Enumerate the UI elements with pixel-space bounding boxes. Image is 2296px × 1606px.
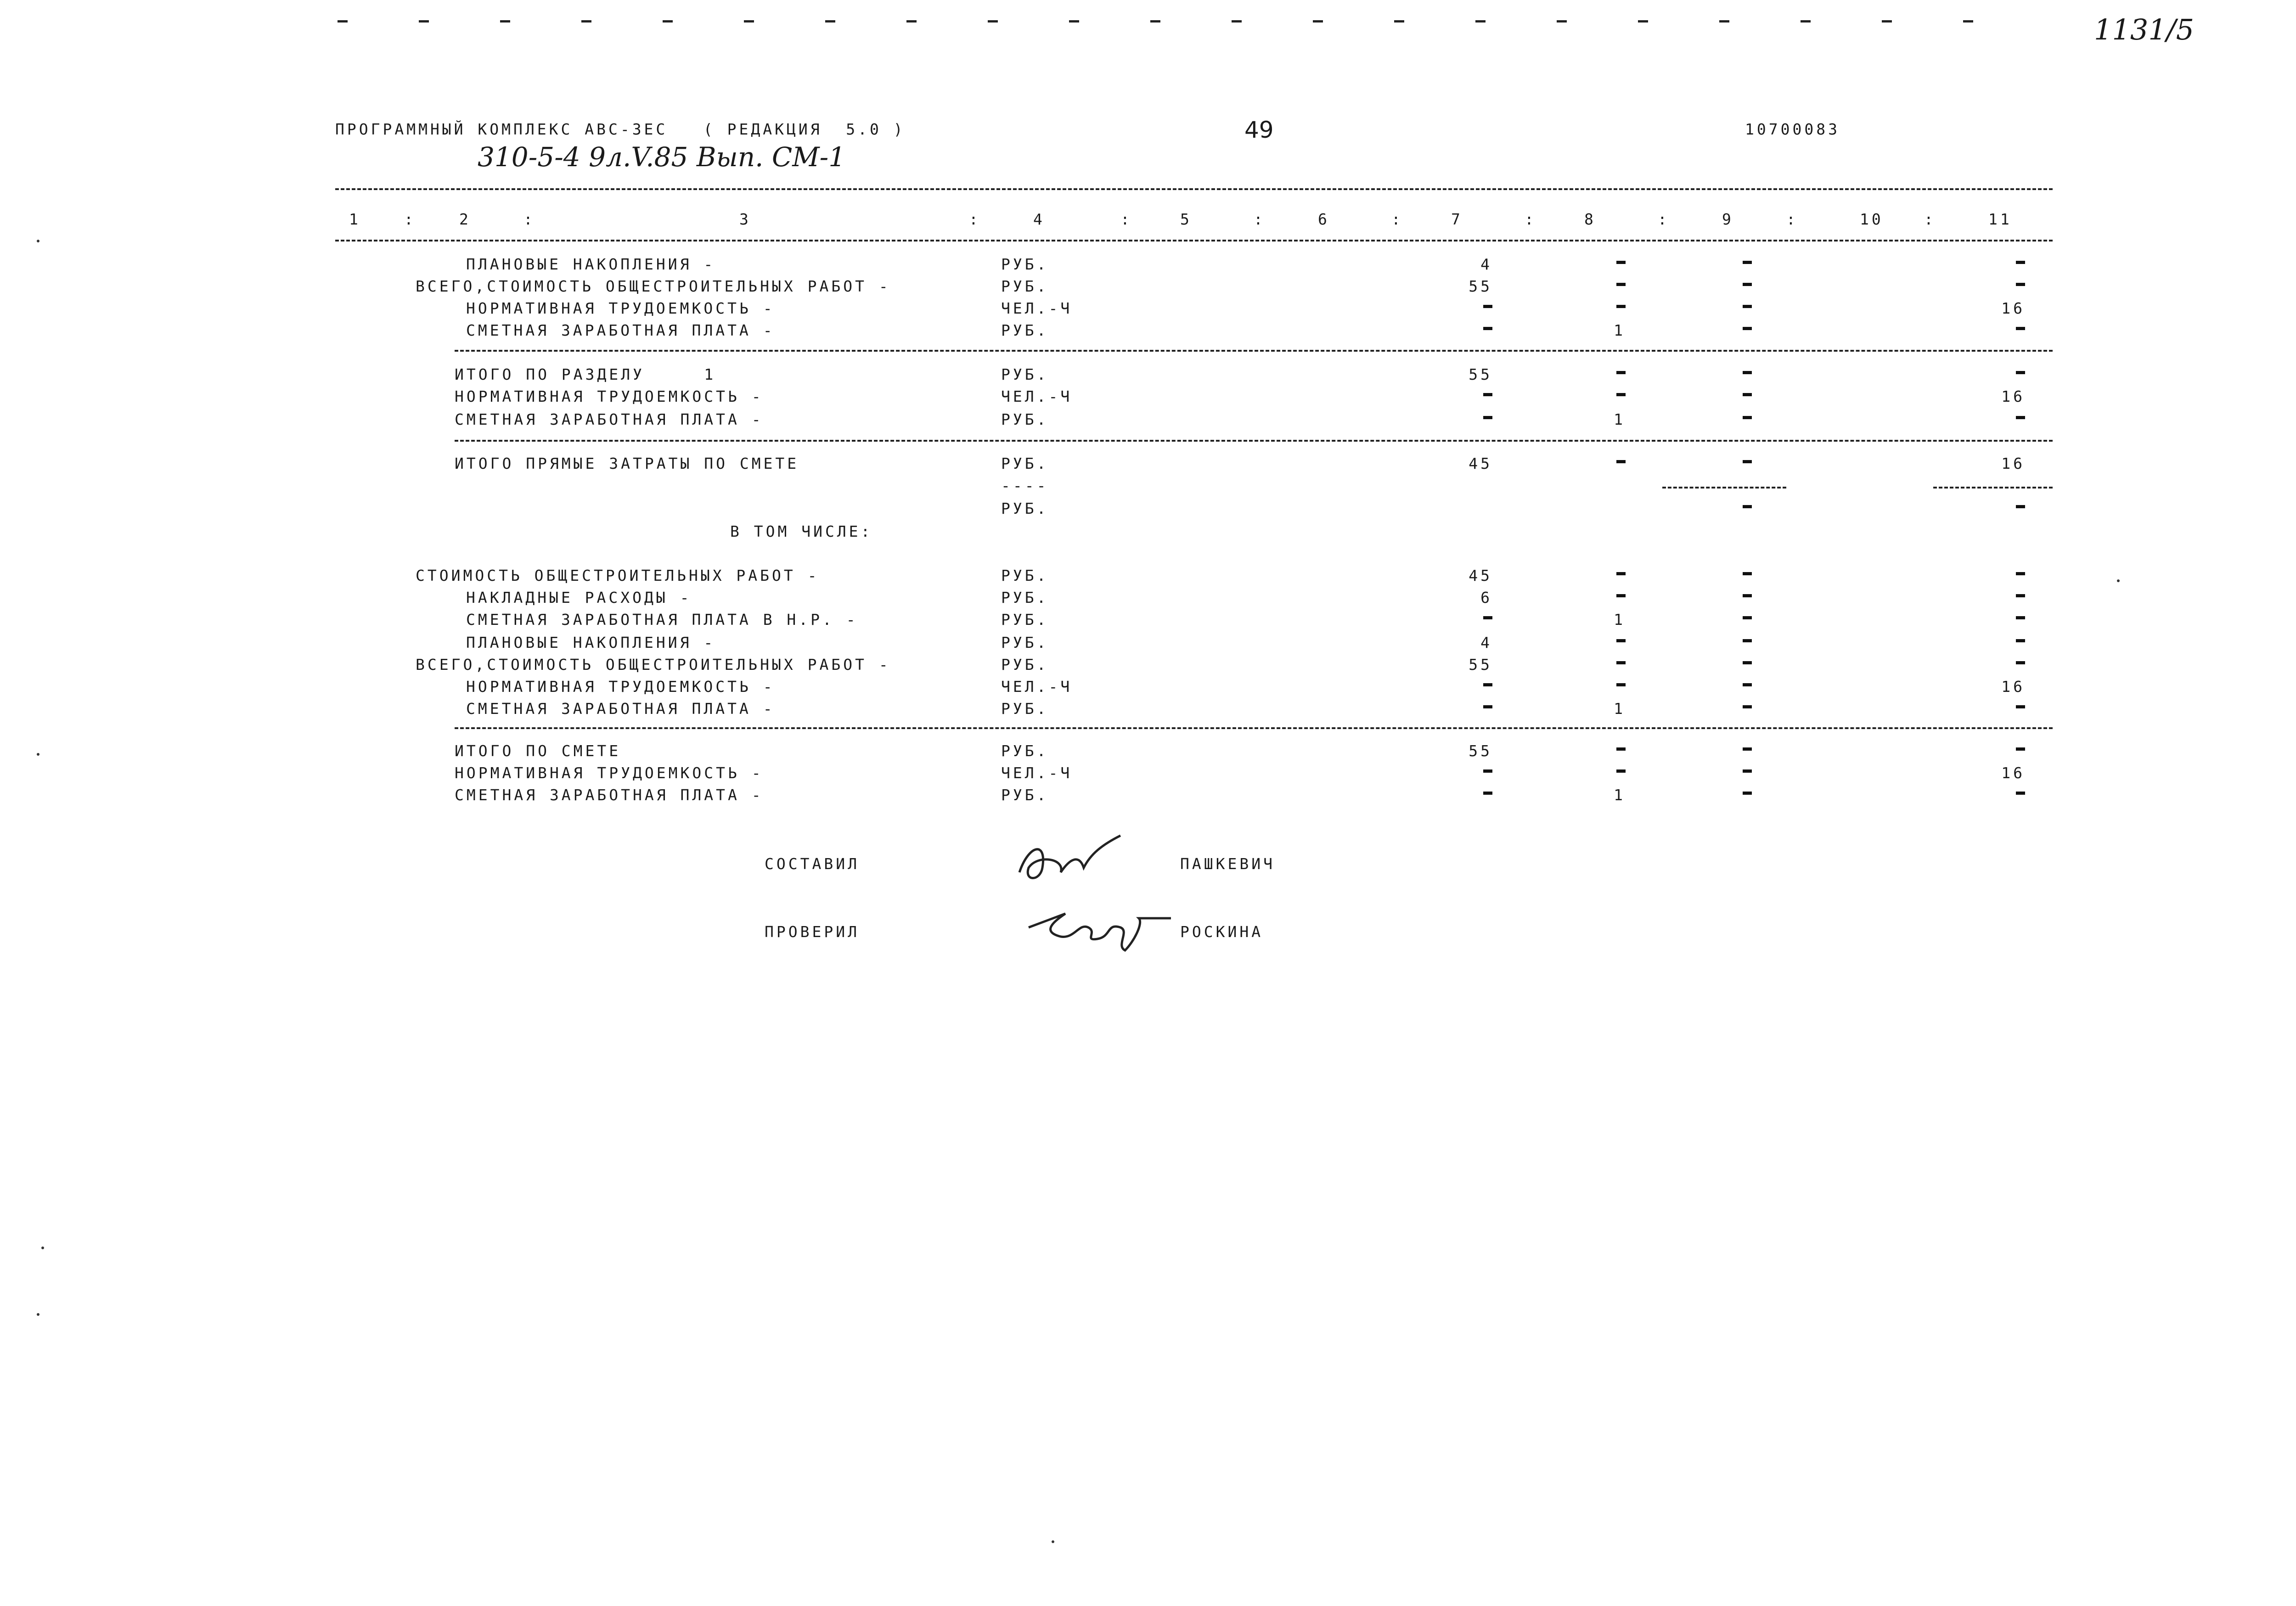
perforation-dash <box>1719 20 1729 22</box>
perforation-dash <box>1394 20 1404 22</box>
program-header: ПРОГРАММНЫЙ КОМПЛЕКС АВС-3ЕС ( РЕДАКЦИЯ 5.0 ) <box>335 120 906 138</box>
row-unit: РУБ. <box>1001 277 1049 295</box>
perforation-dash <box>663 20 673 22</box>
corner-note: 1131/5 <box>2094 13 2195 46</box>
page-number: 49 <box>1244 117 1274 143</box>
scan-speck <box>37 240 39 242</box>
row-label: НОРМАТИВНАЯ ТРУДОЕМКОСТЬ - <box>455 387 764 405</box>
row-label: ИТОГО ПО РАЗДЕЛУ 1 <box>455 365 716 383</box>
cell-col9 <box>1743 683 1752 686</box>
column-separator: : <box>969 210 981 228</box>
cell-col11: 16 <box>2001 455 2025 472</box>
row-unit: РУБ. <box>1001 589 1049 606</box>
cell-col8 <box>1616 639 1626 642</box>
row-unit: РУБ. <box>1001 500 1049 517</box>
cell-col8: 1 <box>1614 786 1626 804</box>
compiled-label: СОСТАВИЛ <box>765 855 860 873</box>
cell-col8 <box>1616 661 1626 664</box>
row-unit: ЧЕЛ.-Ч <box>1001 678 1073 696</box>
column-separator: : <box>1658 210 1670 228</box>
scan-speck <box>1052 1540 1054 1543</box>
perforation-dash <box>1557 20 1567 22</box>
cell-col11 <box>2016 616 2025 619</box>
row-label: В ТОМ ЧИСЛЕ: <box>730 522 873 540</box>
cell-col11 <box>2016 283 2025 286</box>
perforation-dash <box>419 20 429 22</box>
row-unit: РУБ. <box>1001 786 1049 804</box>
row-unit: РУБ. <box>1001 365 1049 383</box>
cell-col11 <box>2016 639 2025 642</box>
subtotal-rule <box>1662 487 1786 489</box>
row-unit: РУБ. <box>1001 611 1049 629</box>
cell-col11: 16 <box>2001 678 2025 696</box>
column-header-11: 11 <box>1988 210 2012 228</box>
cell-col9 <box>1743 460 1752 463</box>
cell-col9 <box>1743 594 1752 597</box>
row-label: ПЛАНОВЫЕ НАКОПЛЕНИЯ - <box>466 255 716 273</box>
cell-col9 <box>1743 572 1752 575</box>
perforation-dash <box>825 20 835 22</box>
perforation-dash <box>1150 20 1160 22</box>
column-header-10: 10 <box>1860 210 1884 228</box>
cell-col7: 45 <box>1469 455 1492 472</box>
column-separator: : <box>1525 210 1536 228</box>
scan-speck <box>37 753 39 756</box>
cell-col9 <box>1743 416 1752 419</box>
cell-col8: 1 <box>1614 611 1626 629</box>
perforation-dash <box>906 20 917 22</box>
cell-col7 <box>1483 705 1492 708</box>
column-header-7: 7 <box>1451 210 1463 228</box>
cell-col9 <box>1743 327 1752 330</box>
cell-col8: 1 <box>1614 700 1626 718</box>
cell-col11: 16 <box>2001 387 2025 405</box>
perforation-dash <box>1801 20 1811 22</box>
cell-col9 <box>1743 747 1752 751</box>
row-label: СМЕТНАЯ ЗАРАБОТНАЯ ПЛАТА - <box>466 321 775 339</box>
checked-label: ПРОВЕРИЛ <box>765 923 860 941</box>
column-separator: : <box>1120 210 1132 228</box>
scan-speck <box>41 1247 44 1249</box>
cell-col7 <box>1483 792 1492 795</box>
column-separator: : <box>404 210 416 228</box>
row-label: ИТОГО ПРЯМЫЕ ЗАТРАТЫ ПО СМЕТЕ <box>455 455 799 472</box>
cell-col7 <box>1483 327 1492 330</box>
perforation-dash <box>500 20 510 22</box>
cell-col11 <box>2016 261 2025 264</box>
column-separator: : <box>523 210 535 228</box>
cell-col8 <box>1616 769 1626 773</box>
column-header-2: 2 <box>459 210 471 228</box>
row-unit: ЧЕЛ.-Ч <box>1001 387 1073 405</box>
perforation-dash <box>338 20 348 22</box>
row-label: ИТОГО ПО СМЕТЕ <box>455 742 621 760</box>
column-header-8: 8 <box>1584 210 1596 228</box>
cell-col7 <box>1483 416 1492 419</box>
cell-col7: 45 <box>1469 567 1492 584</box>
column-header-5: 5 <box>1180 210 1192 228</box>
column-header-1: 1 <box>349 210 361 228</box>
cell-col9 <box>1743 505 1752 508</box>
cell-col8 <box>1616 305 1626 308</box>
signature-checked <box>1024 895 1176 964</box>
row-label: НАКЛАДНЫЕ РАСХОДЫ - <box>466 589 692 606</box>
cell-col8 <box>1616 460 1626 463</box>
scan-speck <box>2117 579 2120 582</box>
cell-col8: 1 <box>1614 410 1626 428</box>
row-unit: ЧЕЛ.-Ч <box>1001 299 1073 317</box>
row-label: НОРМАТИВНАЯ ТРУДОЕМКОСТЬ - <box>466 678 775 696</box>
cell-col7: 55 <box>1469 742 1492 760</box>
section-rule <box>455 727 2053 729</box>
row-label: СМЕТНАЯ ЗАРАБОТНАЯ ПЛАТА - <box>466 700 775 718</box>
perforation-dash <box>1963 20 1973 22</box>
cell-col7: 4 <box>1480 255 1492 273</box>
handwritten-reference: 310-5-4 9л.V.85 Вып. СМ-1 <box>478 141 846 173</box>
cell-col11 <box>2016 572 2025 575</box>
cell-col8 <box>1616 261 1626 264</box>
row-label: НОРМАТИВНАЯ ТРУДОЕМКОСТЬ - <box>455 764 764 782</box>
row-label: ПЛАНОВЫЕ НАКОПЛЕНИЯ - <box>466 634 716 651</box>
perforation-dash <box>1475 20 1486 22</box>
cell-col11 <box>2016 792 2025 795</box>
cell-col8 <box>1616 594 1626 597</box>
cell-col8 <box>1616 572 1626 575</box>
cell-col9 <box>1743 283 1752 286</box>
perforation-dash <box>1882 20 1892 22</box>
column-header-3: 3 <box>739 210 751 228</box>
column-separator: : <box>1254 210 1266 228</box>
cell-col9 <box>1743 393 1752 396</box>
row-unit: РУБ. <box>1001 255 1049 273</box>
row-label: СМЕТНАЯ ЗАРАБОТНАЯ ПЛАТА - <box>455 786 764 804</box>
row-label: СМЕТНАЯ ЗАРАБОТНАЯ ПЛАТА В Н.Р. - <box>466 611 858 629</box>
perforation-dash <box>744 20 754 22</box>
rule-under-header <box>335 240 2053 241</box>
row-unit: ---- <box>1001 477 1049 494</box>
cell-col7 <box>1483 616 1492 619</box>
cell-col9 <box>1743 261 1752 264</box>
cell-col11 <box>2016 371 2025 374</box>
cell-col8 <box>1616 393 1626 396</box>
doc-code: 10700083 <box>1745 120 1840 138</box>
signature-compiled <box>1010 826 1130 891</box>
row-unit: РУБ. <box>1001 410 1049 428</box>
cell-col8 <box>1616 371 1626 374</box>
rule-top <box>335 188 2053 190</box>
cell-col7 <box>1483 683 1492 686</box>
row-unit: РУБ. <box>1001 634 1049 651</box>
perforation-dash <box>988 20 998 22</box>
row-unit: РУБ. <box>1001 700 1049 718</box>
row-unit: РУБ. <box>1001 742 1049 760</box>
row-label: СТОИМОСТЬ ОБЩЕСТРОИТЕЛЬНЫХ РАБОТ - <box>416 567 820 584</box>
column-header-6: 6 <box>1318 210 1330 228</box>
cell-col11 <box>2016 661 2025 664</box>
cell-col11: 16 <box>2001 764 2025 782</box>
cell-col11 <box>2016 594 2025 597</box>
cell-col9 <box>1743 616 1752 619</box>
cell-col7 <box>1483 393 1492 396</box>
column-separator: : <box>1391 210 1403 228</box>
cell-col9 <box>1743 371 1752 374</box>
column-separator: : <box>1786 210 1798 228</box>
subtotal-rule <box>1933 487 2053 489</box>
cell-col9 <box>1743 639 1752 642</box>
cell-col7: 55 <box>1469 656 1492 674</box>
row-unit: РУБ. <box>1001 656 1049 674</box>
cell-col9 <box>1743 705 1752 708</box>
perforation-dash <box>1313 20 1323 22</box>
cell-col7: 4 <box>1480 634 1492 651</box>
row-unit: РУБ. <box>1001 321 1049 339</box>
cell-col8 <box>1616 683 1626 686</box>
cell-col7: 6 <box>1480 589 1492 606</box>
row-label: НОРМАТИВНАЯ ТРУДОЕМКОСТЬ - <box>466 299 775 317</box>
cell-col7 <box>1483 769 1492 773</box>
cell-col9 <box>1743 792 1752 795</box>
checked-name: РОСКИНА <box>1180 923 1264 941</box>
scan-speck <box>37 1313 39 1316</box>
cell-col11 <box>2016 705 2025 708</box>
cell-col11: 16 <box>2001 299 2025 317</box>
perforation-dash <box>581 20 591 22</box>
column-header-9: 9 <box>1722 210 1734 228</box>
row-label: ВСЕГО,СТОИМОСТЬ ОБЩЕСТРОИТЕЛЬНЫХ РАБОТ - <box>416 277 891 295</box>
row-unit: ЧЕЛ.-Ч <box>1001 764 1073 782</box>
row-unit: РУБ. <box>1001 455 1049 472</box>
cell-col9 <box>1743 661 1752 664</box>
cell-col11 <box>2016 327 2025 330</box>
perforation-dash <box>1232 20 1242 22</box>
section-rule <box>455 350 2053 352</box>
cell-col7: 55 <box>1469 365 1492 383</box>
row-unit: РУБ. <box>1001 567 1049 584</box>
section-rule <box>455 440 2053 442</box>
row-label: СМЕТНАЯ ЗАРАБОТНАЯ ПЛАТА - <box>455 410 764 428</box>
cell-col11 <box>2016 416 2025 419</box>
column-separator: : <box>1924 210 1936 228</box>
cell-col8: 1 <box>1614 321 1626 339</box>
cell-col11 <box>2016 505 2025 508</box>
cell-col7: 55 <box>1469 277 1492 295</box>
cell-col8 <box>1616 747 1626 751</box>
cell-col8 <box>1616 283 1626 286</box>
column-header-4: 4 <box>1033 210 1045 228</box>
cell-col9 <box>1743 305 1752 308</box>
cell-col7 <box>1483 305 1492 308</box>
compiled-name: ПАШКЕВИЧ <box>1180 855 1275 873</box>
perforation-dash <box>1069 20 1079 22</box>
row-label: ВСЕГО,СТОИМОСТЬ ОБЩЕСТРОИТЕЛЬНЫХ РАБОТ - <box>416 656 891 674</box>
perforation-dash <box>1638 20 1648 22</box>
cell-col9 <box>1743 769 1752 773</box>
cell-col11 <box>2016 747 2025 751</box>
